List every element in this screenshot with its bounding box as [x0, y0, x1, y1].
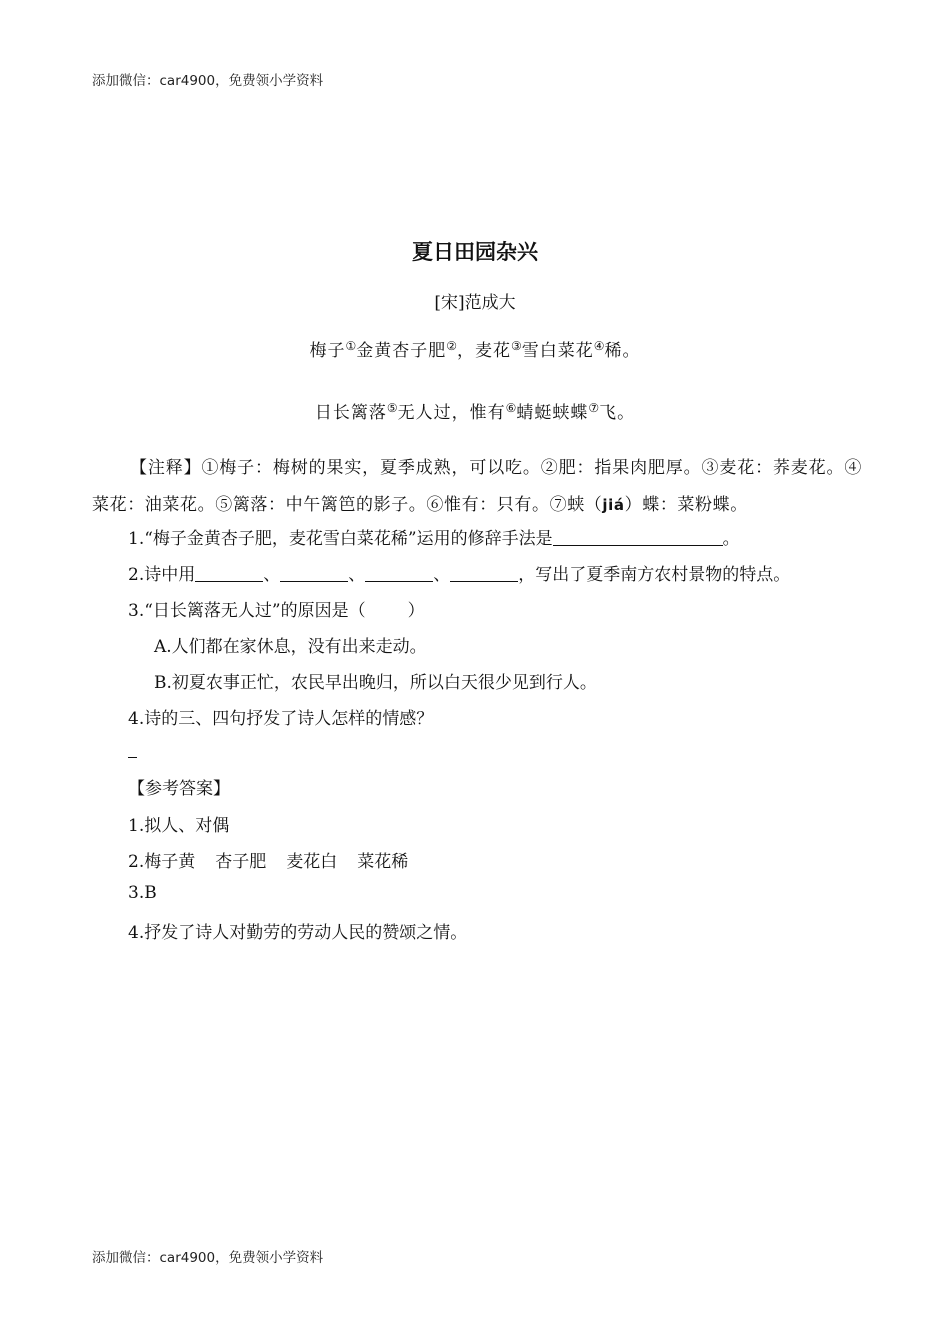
option-a: A.人们都在家休息，没有出来走动。: [154, 637, 427, 657]
question-3: 3.“日长篱落无人过”的原因是（ ）: [128, 601, 425, 621]
answer-blank[interactable]: [365, 565, 433, 582]
question-4: 4.诗的三、四句抒发了诗人怎样的情感？: [128, 709, 434, 729]
pinyin: jiá: [602, 496, 625, 514]
answer-blank[interactable]: [280, 565, 348, 582]
answer-3: 3.B: [128, 883, 157, 903]
answer-blank[interactable]: [450, 565, 518, 582]
poem-line-1: 梅子①金黄杏子肥②，麦花③雪白菜花④稀。: [309, 339, 641, 361]
answer-1: 1.拟人、对偶: [128, 816, 230, 836]
question-1: 1.“梅子金黄杏子肥，麦花雪白菜花稀”运用的修辞手法是 。: [128, 529, 740, 549]
answer-2: 2.梅子黄 杏子肥 麦花白 菜花稀: [128, 852, 409, 872]
page-header: 添加微信：car4900，免费领小学资料: [92, 73, 324, 89]
question-2: 2.诗中用 、 、 、 ，写出了夏季南方农村景物的特点。: [128, 565, 791, 585]
poem-title: 夏日田园杂兴: [412, 240, 538, 264]
page-footer: 添加微信：car4900，免费领小学资料: [92, 1250, 324, 1266]
annotation-notes: 【注释】①梅子：梅树的果实，夏季成熟，可以吃。②肥：指果肉肥厚。③麦花：荞麦花。④菜花：油菜花。⑤篱落：中午篱笆的影子。⑥惟有：只有。⑦蛱（jiá）蝶：菜粉蝶。: [92, 458, 862, 515]
poem-line-2: 日长篱落⑤无人过，惟有⑥蜻蜓蛱蝶⑦飞。: [314, 401, 636, 423]
answers-heading: 【参考答案】: [128, 779, 230, 799]
answer-blank[interactable]: [553, 529, 723, 546]
answer-blank[interactable]: [195, 565, 263, 582]
option-b: B.初夏农事正忙，农民早出晚归，所以白天很少见到行人。: [154, 673, 597, 693]
answer-line[interactable]: [128, 743, 137, 758]
poem-author: [宋]范成大: [434, 293, 516, 313]
answer-4: 4.抒发了诗人对勤劳的劳动人民的赞颂之情。: [128, 923, 468, 943]
